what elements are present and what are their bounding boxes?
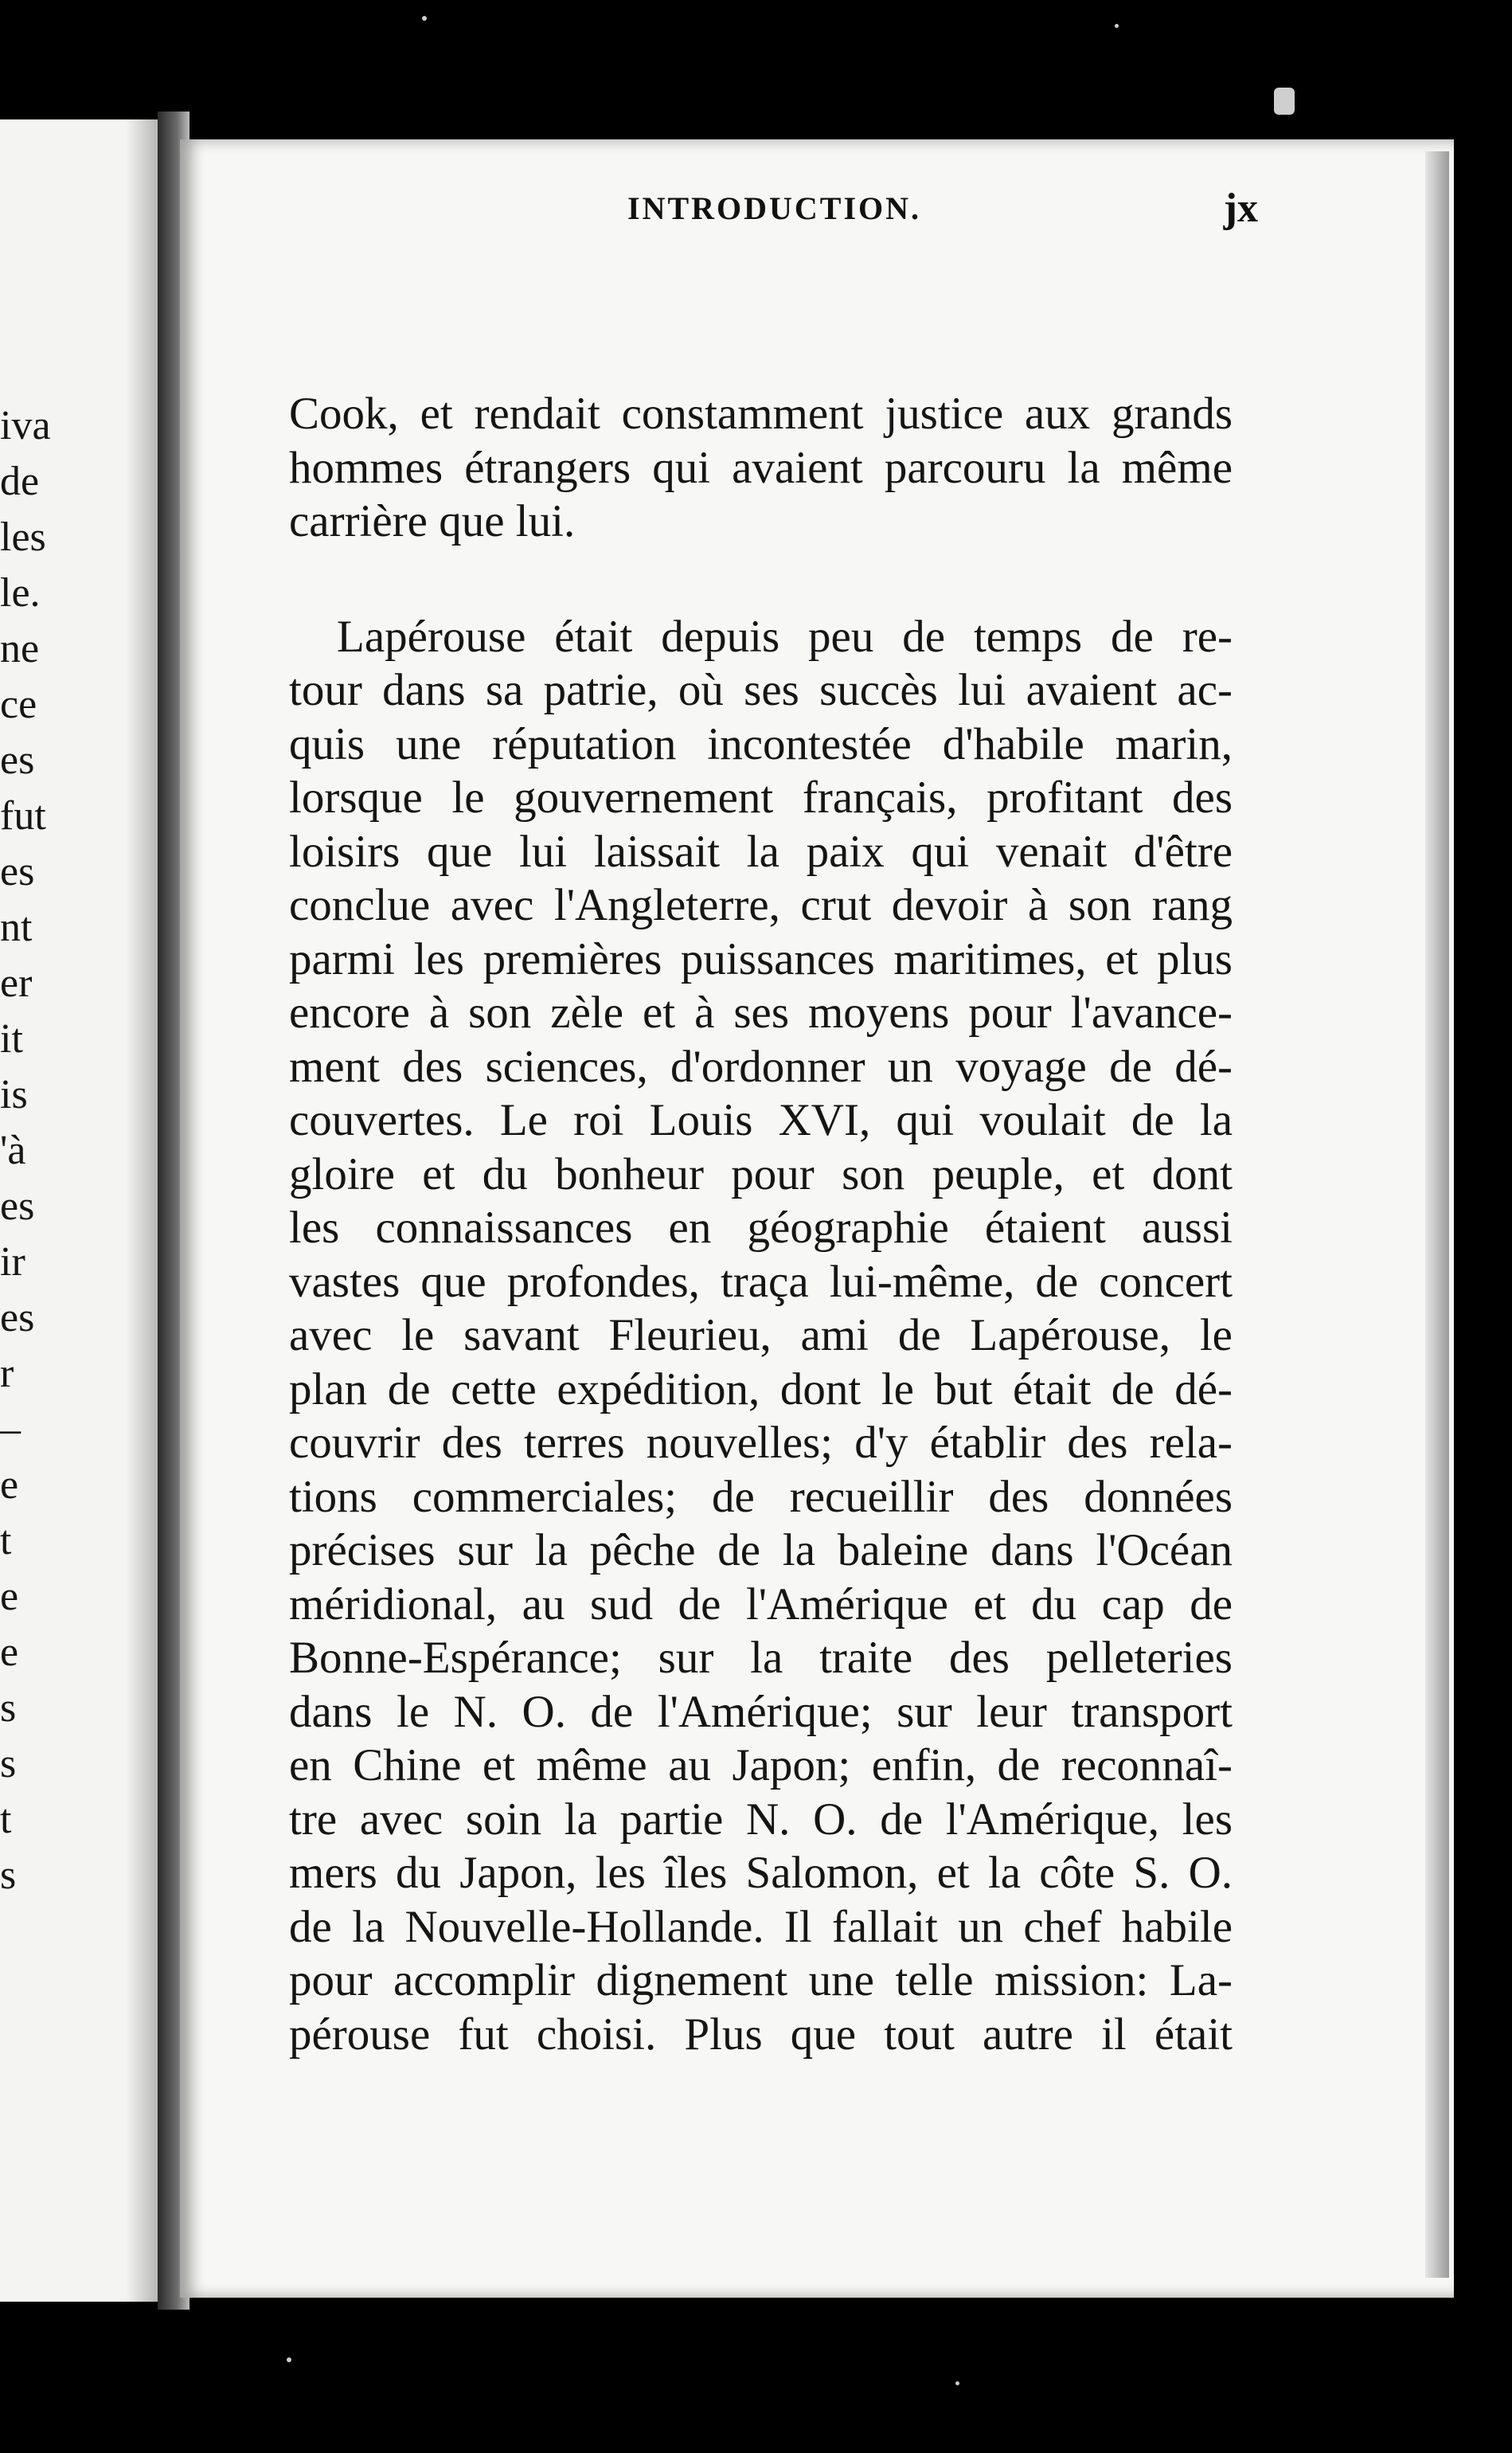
text-line: lorsque le gouvernement français, profitant des bbox=[289, 773, 1233, 823]
text-line: tions commerciales; de recueillir des données bbox=[289, 1471, 1233, 1522]
text-line: tour dans sa patrie, où ses succès lui avaient ac- bbox=[289, 665, 1233, 715]
text-line: vastes que profondes, traça lui-même, de concert bbox=[289, 1256, 1233, 1307]
text-line: pour accomplir dignement une telle mission: La- bbox=[289, 1955, 1233, 2005]
facing-page-fragment: e bbox=[0, 1462, 19, 1508]
page-header bbox=[446, 186, 1258, 245]
text-line: parmi les premières puissances maritimes, et plus bbox=[289, 933, 1233, 984]
facing-page-fragment: es bbox=[0, 1295, 35, 1340]
facing-page-fragment: le. bbox=[0, 570, 41, 616]
scan-speck bbox=[422, 16, 427, 21]
text-line: Cook, et rendait constamment justice aux grands bbox=[289, 389, 1233, 439]
text-line: plan de cette expédition, dont le but était de dé- bbox=[289, 1363, 1233, 1414]
text-line: pérouse fut choisi. Plus que tout autre il était bbox=[289, 2009, 1233, 2060]
text-line: avec le savant Fleurieu, ami de Lapérouse, le bbox=[289, 1310, 1233, 1360]
paragraph bbox=[289, 387, 1233, 549]
text-line: en Chine et même au Japon; enfin, de reconnaî- bbox=[289, 1740, 1233, 1790]
facing-page-fragment: e bbox=[0, 1629, 19, 1675]
facing-page-fragment: es bbox=[0, 737, 35, 783]
page-number: jx bbox=[1223, 186, 1258, 231]
facing-page-fragment: s bbox=[0, 1852, 17, 1898]
text-line: couvertes. Le roi Louis XVI, qui voulait de la bbox=[289, 1095, 1233, 1145]
text-line: méridional, au sud de l'Amérique et du cap de bbox=[289, 1579, 1233, 1629]
paragraph-gap bbox=[289, 549, 1233, 610]
facing-page-fragment: es bbox=[0, 1183, 35, 1229]
text-line: précises sur la pêche de la baleine dans l'Océan bbox=[289, 1525, 1233, 1575]
text-line: ment des sciences, d'ordonner un voyage de dé- bbox=[289, 1041, 1233, 1092]
facing-page-fragment: fut bbox=[0, 793, 46, 839]
text-line: de la Nouvelle-Hollande. Il fallait un chef habile bbox=[289, 1901, 1233, 1952]
facing-page-fragment: ce bbox=[0, 682, 37, 727]
facing-page-fragment: iva bbox=[0, 403, 51, 448]
scan-speck bbox=[287, 2357, 291, 2362]
facing-page bbox=[0, 119, 158, 2302]
facing-page-fragment: er bbox=[0, 960, 33, 1006]
text-line: couvrir des terres nouvelles; d'y établir des rela- bbox=[289, 1418, 1233, 1468]
text-line: gloire et du bonheur pour son peuple, et dont bbox=[289, 1148, 1233, 1199]
text-line: Bonne-Espérance; sur la traite des pelleteries bbox=[289, 1633, 1233, 1683]
text-line: dans le N. O. de l'Amérique; sur leur transport bbox=[289, 1686, 1233, 1737]
facing-page-fragment: s bbox=[0, 1685, 17, 1731]
text-line: loisirs que lui laissait la paix qui venait d'être bbox=[289, 826, 1233, 877]
scan-speck bbox=[1274, 88, 1295, 115]
page-body bbox=[289, 387, 1233, 2061]
page-edge-shadow bbox=[1425, 151, 1449, 2278]
facing-page-fragment: de bbox=[0, 459, 40, 504]
scan-speck bbox=[955, 2381, 959, 2385]
text-line: quis une réputation incontestée d'habile marin, bbox=[289, 718, 1233, 769]
facing-page-fragment: t bbox=[0, 1797, 12, 1842]
facing-page-fragment: e bbox=[0, 1574, 19, 1619]
text-line: conclue avec l'Angleterre, crut devoir à son rang bbox=[289, 880, 1233, 930]
text-line: carrière que lui. bbox=[289, 496, 576, 546]
facing-page-fragment: ne bbox=[0, 626, 40, 671]
text-line: hommes étrangers qui avaient parcouru la même bbox=[289, 442, 1233, 493]
facing-page-fragment: ir bbox=[0, 1239, 25, 1285]
facing-page-fragment: nt bbox=[0, 905, 33, 950]
facing-page-fragment: is bbox=[0, 1072, 28, 1117]
running-head: INTRODUCTION. bbox=[627, 190, 922, 226]
text-line: les connaissances en géographie étaient aussi bbox=[289, 1203, 1233, 1253]
facing-page-fragment: les bbox=[0, 514, 46, 560]
text-line: encore à son zèle et à ses moyens pour l'avance- bbox=[289, 988, 1233, 1038]
paragraph bbox=[289, 610, 1233, 2062]
facing-page-shadow bbox=[126, 119, 158, 2302]
facing-page-fragment: t bbox=[0, 1518, 12, 1563]
text-line: Lapérouse était depuis peu de temps de re- bbox=[337, 611, 1233, 662]
facing-page-fragment: r bbox=[0, 1351, 14, 1396]
facing-page-fragment: 'à bbox=[0, 1128, 26, 1173]
text-line: tre avec soin la partie N. O. de l'Amérique, les bbox=[289, 1794, 1233, 1845]
scan-speck bbox=[1115, 24, 1119, 28]
facing-page-fragment: it bbox=[0, 1016, 23, 1062]
text-line: mers du Japon, les îles Salomon, et la côte S. O. bbox=[289, 1848, 1233, 1898]
facing-page-fragment: – bbox=[0, 1406, 21, 1452]
facing-page-fragment: es bbox=[0, 849, 35, 894]
facing-page-fragment: s bbox=[0, 1741, 17, 1786]
